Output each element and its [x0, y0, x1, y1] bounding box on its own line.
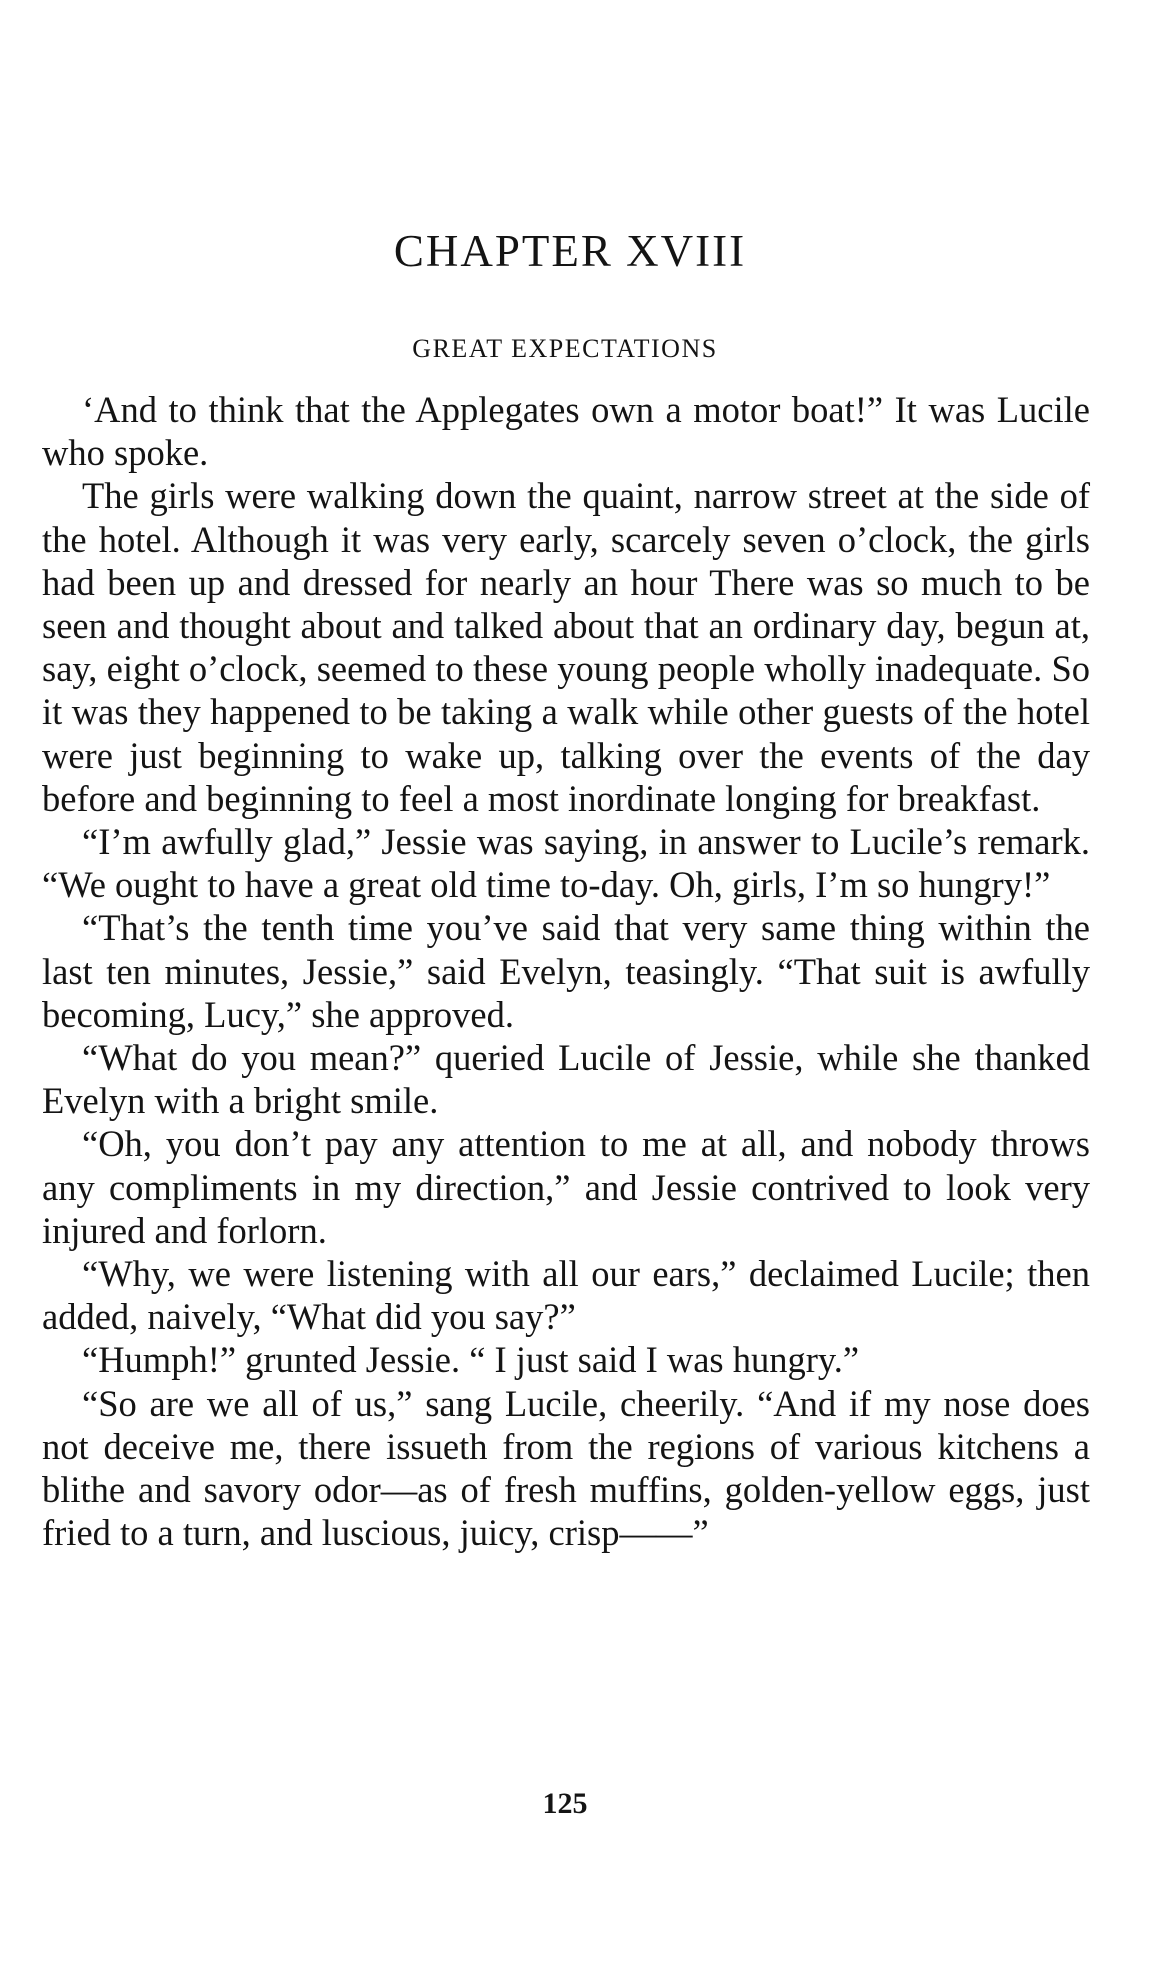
paragraph: “What do you mean?” queried Lucile of Jessie, while she thanked Evelyn with a bright smile. [42, 1037, 1090, 1122]
paragraph: “I’m awfully glad,” Jessie was saying, in answer to Lucile’s remark. “We ought to have a great old time to-day. Oh, girls, I’m so hungry!” [42, 821, 1090, 906]
paragraph: “Why, we were listening with all our ears,” declaimed Lucile; then added, naively, “What did you say?” [42, 1253, 1090, 1338]
paragraph: “That’s the tenth time you’ve said that very same thing within the last ten minutes, Jessie,” said Evelyn, teasingly. “That suit is awfully becoming, Lucy,” she approved. [42, 907, 1090, 1035]
paragraph: “Humph!” grunted Jessie. “ I just said I was hungry.” [82, 1339, 860, 1381]
chapter-body [42, 388, 1090, 1554]
page-number: 125 [542, 1787, 588, 1820]
chapter-title: CHAPTER XVIII [393, 226, 747, 276]
paragraph: “So are we all of us,” sang Lucile, cheerily. “And if my nose does not deceive me, there issueth from the regions of various kitchens a blithe and savory odor—as of fresh muffins, golden-yellow eggs, just fried to a turn, and luscious, juicy, crisp——” [42, 1382, 1090, 1554]
paragraph: ‘And to think that the Applegates own a motor boat!” It was Lucile who spoke. [42, 389, 1090, 474]
chapter-subtitle: GREAT EXPECTATIONS [412, 334, 718, 363]
paragraph: “Oh, you don’t pay any attention to me at all, and nobody throws any compliments in my direction,” and Jessie contrived to look very injured and forlorn. [42, 1123, 1090, 1251]
paragraph: The girls were walking down the quaint, narrow street at the side of the hotel. Although it was very early, scarcely seven o’clock, the girls had been up and dressed for nearly an hour There was so much to be seen and thought about and talked about that an ordinary day, begun at, say, eight o’clock, seemed to these young people wholly inadequate. So it was they happened to be taking a walk while other guests of the hotel were just beginning to wake up, talking over the events of the day before and beginning to feel a most inordinate longing for breakfast. [42, 475, 1090, 819]
